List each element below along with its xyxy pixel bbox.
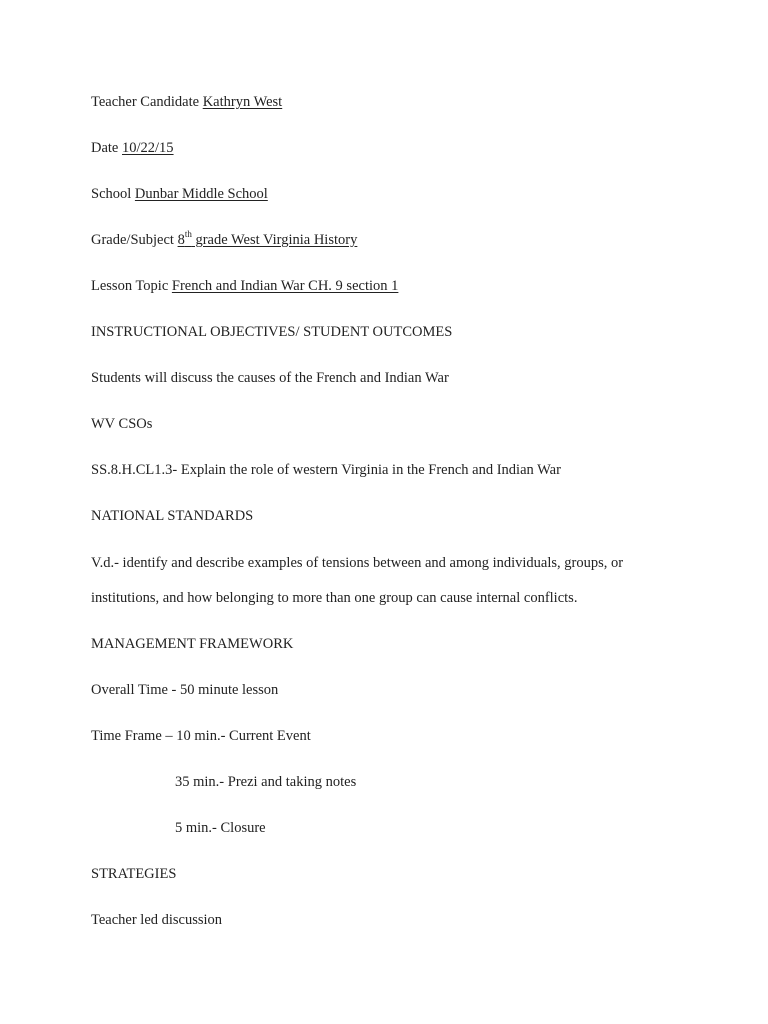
lesson-topic-value: French and Indian War CH. 9 section 1 (171, 278, 399, 294)
school-line (91, 185, 268, 203)
teacher-candidate-value: Kathryn West (202, 94, 283, 110)
grade-subject-value (177, 229, 358, 248)
overall-time: Overall Time - 50 minute lesson (91, 682, 279, 698)
teacher-candidate-line (91, 93, 282, 111)
csos-heading: WV CSOs (91, 416, 153, 432)
date-value: 10/22/15 (122, 140, 174, 156)
grade-number: 8 (177, 232, 185, 248)
school-label: School (91, 186, 132, 202)
time-frame-prezi: 35 min.- Prezi and taking notes (175, 774, 357, 790)
teacher-candidate-label: Teacher Candidate (91, 94, 200, 110)
grade-subject-label: Grade/Subject (91, 232, 174, 248)
date-label: Date (91, 140, 119, 156)
strategies-heading: STRATEGIES (91, 866, 177, 882)
grade-subject-line (91, 231, 357, 249)
objectives-text: Students will discuss the causes of the French and Indian War (91, 370, 449, 386)
lesson-topic-label: Lesson Topic (91, 278, 169, 294)
management-framework-heading: MANAGEMENT FRAMEWORK (91, 636, 294, 652)
grade-subject-text: grade West Virginia History (191, 232, 358, 248)
time-frame-current-event: Time Frame – 10 min.- Current Event (91, 728, 311, 744)
national-standards-text-line-1: V.d.- identify and describe examples of tensions between and among individuals, groups, or (91, 555, 624, 571)
national-standards-text-line-2: institutions, and how belonging to more than one group can cause internal conflicts. (91, 590, 578, 606)
strategies-text: Teacher led discussion (91, 912, 223, 928)
school-value: Dunbar Middle School (134, 186, 268, 202)
national-standards-heading: NATIONAL STANDARDS (91, 508, 254, 524)
grade-ordinal-suffix: th (184, 229, 192, 240)
lesson-topic-line (91, 277, 398, 295)
date-line (91, 139, 174, 157)
csos-text: SS.8.H.CL1.3- Explain the role of western Virginia in the French and Indian War (91, 462, 561, 478)
objectives-heading: INSTRUCTIONAL OBJECTIVES/ STUDENT OUTCOMES (91, 324, 453, 340)
time-frame-closure: 5 min.- Closure (175, 820, 266, 836)
